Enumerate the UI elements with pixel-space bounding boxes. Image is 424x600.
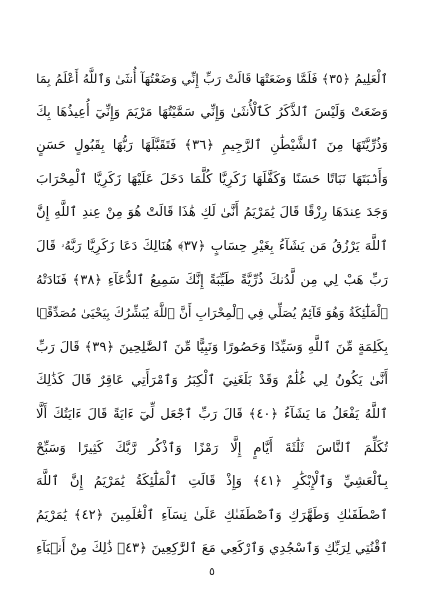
text-line: ٱلْمَلَٰٓئِكَةُ وَهُوَ قَآئِمٌ يُصَلِّي فِي ٱلْمِحْرَابِ أَنَّ ٱللَّهَ يُبَشِّرُكَ بِيَحْيَىٰ مُصَدِّقًۢا: [36, 306, 388, 321]
text-line: وَذُرِّيَّتَهَا مِنَ ٱلشَّيْطَٰنِ ٱلرَّجِيمِ ﴿٣٦﴾ فَتَقَبَّلَهَا رَبُّهَا بِقَبُولٍ حَسَنٍ: [36, 138, 388, 154]
text-line: بِٱلْعَشِيِّ وَٱلْإِبْكَٰرِ ﴿٤١﴾ وَإِذْ قَالَتِ ٱلْمَلَٰٓئِكَةُ يَٰمَرْيَمُ إِنَّ ٱللَّهَ: [36, 474, 388, 490]
text-line: وَضَعَتْ وَلَيْسَ ٱلذَّكَرُ كَٱلْأُنثَىٰ وَإِنِّي سَمَّيْتُهَا مَرْيَمَ وَإِنِّيٓ أُعِيذُهَا بِكَ: [36, 104, 388, 120]
text-line: ٱللَّهَ يَرْزُقُ مَن يَشَآءُ بِغَيْرِ حِسَابٍ ﴿٣٧﴾ هُنَالِكَ دَعَا زَكَرِيَّا رَبَّهُۥ قَالَ: [36, 238, 388, 254]
text-line: ٱصْطَفَىٰكِ وَطَهَّرَكِ وَٱصْطَفَىٰكِ عَلَىٰ نِسَآءِ ٱلْعَٰلَمِينَ ﴿٤٢﴾ يَٰمَرْيَمُ: [36, 507, 388, 523]
text-line: ٱلْعَلِيمُ ﴿٣٥﴾ فَلَمَّا وَضَعَتْهَا قَالَتْ رَبِّ إِنِّي وَضَعْتُهَآ أُنثَىٰ وَٱللَّهُ أَعْلَمُ بِمَا: [36, 71, 388, 86]
text-line: رَبِّ هَبْ لِي مِن لَّدُنكَ ذُرِّيَّةً طَيِّبَةً إِنَّكَ سَمِيعُ ٱلدُّعَآءِ ﴿٣٨﴾ فَنَادَتْهُ: [36, 272, 388, 288]
text-line: تُكَلِّمَ ٱلنَّاسَ ثَلَٰثَةَ أَيَّامٍ إِلَّا رَمْزًا وَٱذْكُر رَّبَّكَ كَثِيرًا وَسَبِّحْ: [36, 440, 388, 456]
text-line: ٱقْنُتِي لِرَبِّكِ وَٱسْجُدِي وَٱرْكَعِي مَعَ ٱلرَّٰكِعِينَ ﴿٤٣﴾ ذَٰلِكَ مِنْ أَنۢبَآءِ: [36, 541, 388, 557]
text-line: أَنَّىٰ يَكُونُ لِي غُلَٰمٌ وَقَدْ بَلَغَنِيَ ٱلْكِبَرُ وَٱمْرَأَتِي عَاقِرٌ قَالَ كَذَٰلِكَ: [36, 373, 388, 389]
text-line: بِكَلِمَةٍ مِّنَ ٱللَّهِ وَسَيِّدًا وَحَصُورًا وَنَبِيًّا مِّنَ ٱلصَّٰلِحِينَ ﴿٣٩﴾ قَالَ رَبِّ: [36, 339, 388, 355]
text-line: وَأَنۢبَتَهَا نَبَاتًا حَسَنًا وَكَفَّلَهَا زَكَرِيَّا كُلَّمَا دَخَلَ عَلَيْهَا زَكَرِيَّا ٱلْمِحْرَابَ: [36, 171, 388, 187]
quran-text-block: [36, 62, 388, 566]
text-line: وَجَدَ عِندَهَا رِزْقًا قَالَ يَٰمَرْيَمُ أَنَّىٰ لَكِ هَٰذَا قَالَتْ هُوَ مِنْ عِندِ ٱللَّهِ إِنَّ: [36, 205, 388, 221]
text-line: ٱللَّهُ يَفْعَلُ مَا يَشَآءُ ﴿٤٠﴾ قَالَ رَبِّ ٱجْعَل لِّيٓ ءَايَةً قَالَ ءَايَتُكَ أَلَّا: [36, 406, 388, 422]
page-number: ٥: [209, 565, 215, 578]
